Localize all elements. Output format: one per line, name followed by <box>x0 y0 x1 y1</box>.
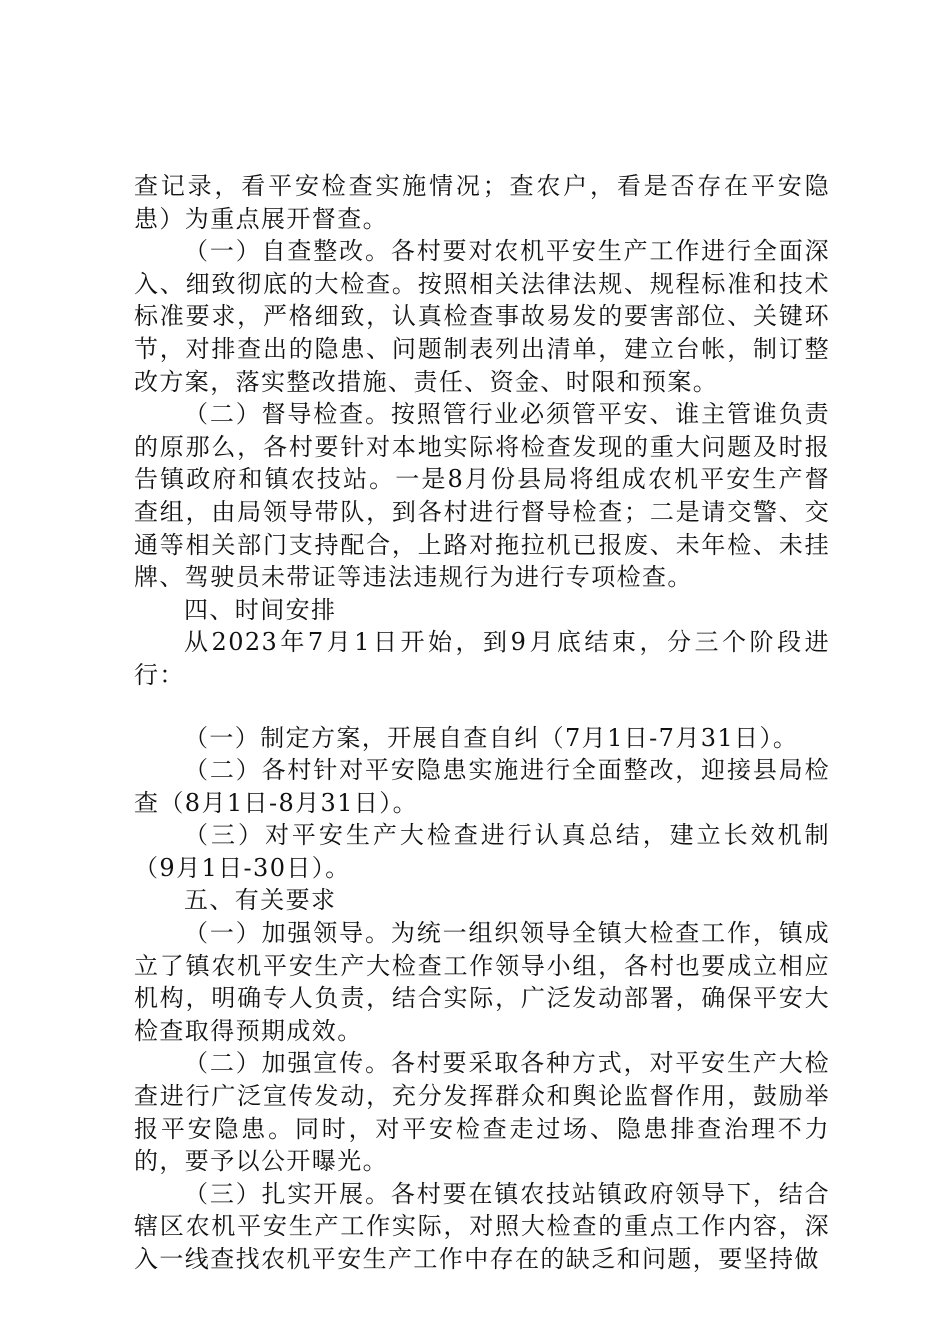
paragraph-leadership: （一）加强领导。为统一组织领导全镇大检查工作，镇成立了镇农机平安生产大检查工作领导小组，各村也要成立相应机构，明确专人负责，结合实际，广泛发动部署，确保平安大检查取得预期成效。 <box>134 919 830 1045</box>
section-heading-schedule: 四、时间安排 <box>184 595 337 624</box>
paragraph-publicity: （二）加强宣传。各村要采取各种方式，对平安生产大检查进行广泛宣传发动，充分发挥群众和舆论监督作用，鼓励举报平安隐患。同时，对平安检查走过场、隐患排查治理不力的，要予以公开曝光。 <box>134 1049 830 1176</box>
paragraph-continuation: 查记录，看平安检查实施情况；查农户，看是否存在平安隐患）为重点展开督查。 <box>134 172 830 233</box>
paragraph-schedule-intro: 从2023年7月1日开始，到9月底结束，分三个阶段进行： <box>134 628 830 689</box>
paragraph-stage-two: （二）各村针对平安隐患实施进行全面整改，迎接县局检查（8月1日-8月31日）。 <box>134 756 830 817</box>
paragraph-self-inspection: （一）自查整改。各村要对农机平安生产工作进行全面深入、细致彻底的大检查。按照相关法律法规、规程标准和技术标准要求，严格细致，认真检查事故易发的要害部位、关键环节，对排查出的隐患、问题制表列出清单，建立台帐，制订整改方案，落实整改措施、责任、资金、时限和预案。 <box>134 237 830 396</box>
section-heading-requirements: 五、有关要求 <box>184 886 337 915</box>
paragraph-supervision: （二）督导检查。按照管行业必须管平安、谁主管谁负责的原那么，各村要针对本地实际将检查发现的重大问题及时报告镇政府和镇农技站。一是8月份县局将组成农机平安生产督查组，由局领导带队，到各村进行督导检查；二是请交警、交通等相关部门支持配合，上路对拖拉机已报废、未年检、未挂牌、驾驶员未带证等违法违规行为进行专项检查。 <box>134 400 830 592</box>
paragraph-implementation: （三）扎实开展。各村要在镇农技站镇政府领导下，结合辖区农机平安生产工作实际，对照大检查的重点工作内容，深入一线查找农机平安生产工作中存在的缺乏和问题，要坚持做 <box>134 1179 830 1273</box>
document-body <box>134 170 830 1276</box>
paragraph-stage-three: （三）对平安生产大检查进行认真总结，建立长效机制（9月1日-30日）。 <box>134 821 830 882</box>
paragraph-stage-one: （一）制定方案，开展自查自纠（7月1日-7月31日）。 <box>184 723 799 752</box>
